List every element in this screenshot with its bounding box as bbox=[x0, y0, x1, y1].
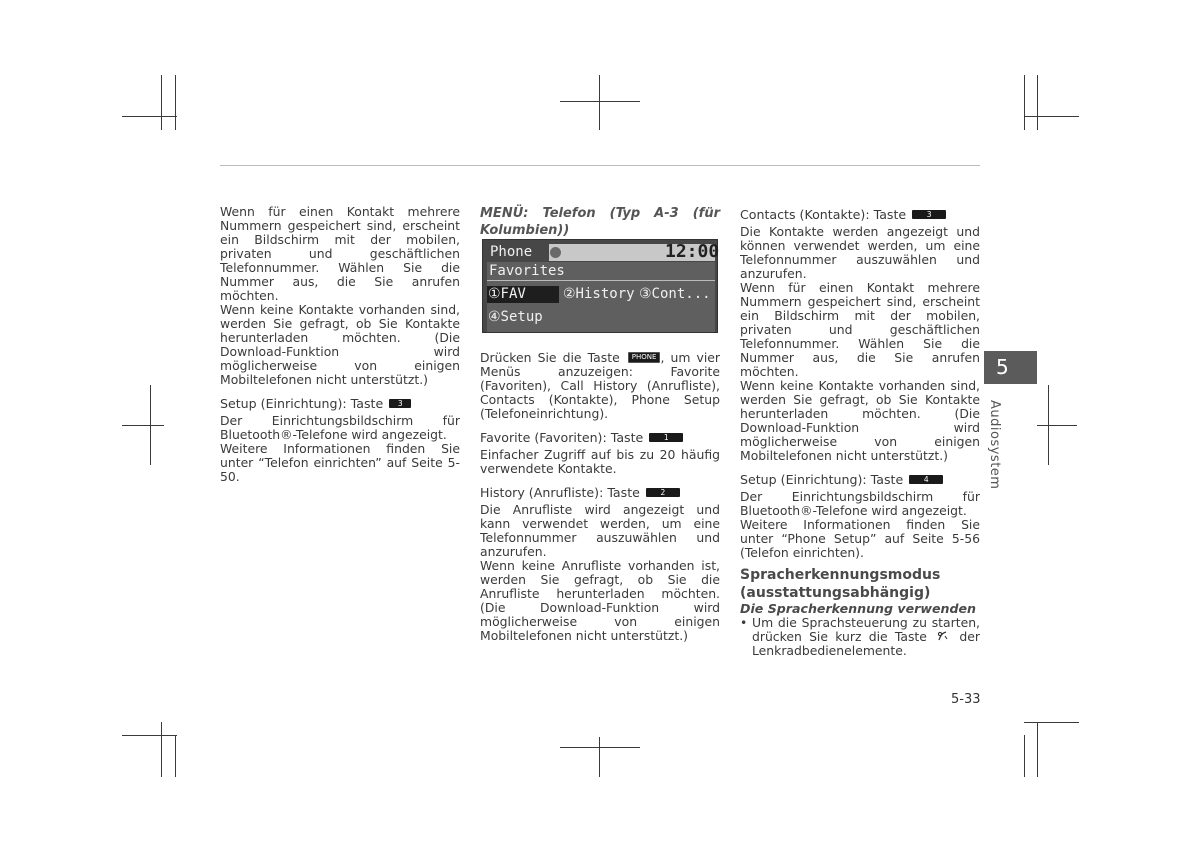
paragraph: Die Kontakte werden angezeigt und können verwendet werden, um eine Telefonnummer auszuwählen und anzurufen. bbox=[740, 224, 980, 281]
column-middle bbox=[480, 205, 720, 643]
setup-heading: Setup (Einrichtung): Taste 3 bbox=[220, 397, 460, 411]
paragraph: Der Einrichtungsbildschirm für Bluetooth®-Telefone wird angezeigt. bbox=[740, 489, 980, 518]
crop-mark bbox=[1024, 75, 1025, 130]
screen-option-history: ②History bbox=[563, 286, 635, 302]
paragraph: Wenn keine Kontakte vorhanden sind, werden Sie gefragt, ob Sie Kontakte herunterladen möchten. (Die Download-Funktion wird möglicherweise von einigen Mobiltelefonen nicht unterstützt.) bbox=[740, 378, 980, 463]
crop-mark bbox=[560, 101, 640, 102]
paragraph: Die Anrufliste wird angezeigt und kann verwendet werden, um eine Telefonnummer auszuwählen und anzurufen. bbox=[480, 502, 720, 559]
key-3-icon: 3 bbox=[389, 399, 411, 408]
crop-mark bbox=[1024, 722, 1079, 723]
paragraph: Wenn für einen Kontakt mehrere Nummern gespeichert sind, erscheint ein Bildschirm mit der mobilen, privaten und geschäftlichen Telefonnummer. Wählen Sie die Nummer aus, die Sie anrufen möchten. bbox=[740, 280, 980, 379]
page-number: 5-33 bbox=[951, 692, 981, 707]
screen-option-setup: ④Setup bbox=[488, 309, 543, 325]
crop-mark bbox=[599, 737, 600, 777]
chapter-label: Audiosystem bbox=[987, 400, 1002, 490]
subsection-title: Die Spracherkennung verwenden bbox=[740, 601, 977, 616]
key-2-icon: 2 bbox=[646, 488, 680, 497]
screen-time: 12:00 bbox=[665, 241, 720, 262]
paragraph: Weitere Informationen finden Sie unter “Telefon einrichten” auf Seite 5-50. bbox=[220, 441, 460, 484]
crop-mark bbox=[122, 735, 177, 736]
crop-mark bbox=[1037, 425, 1077, 426]
crop-mark bbox=[175, 75, 176, 130]
paragraph: Drücken Sie die Taste PHONE , um vier Menüs anzuzeigen: Favorite (Favoriten), Call History (Anrufliste), Contacts (Kontakte), Phone Setup (Telefoneinrichtung). bbox=[480, 350, 720, 421]
column-right bbox=[740, 208, 980, 658]
key-1-icon: 1 bbox=[649, 433, 683, 442]
screen-option-contacts: ③Cont... bbox=[639, 286, 711, 302]
bluetooth-icon bbox=[550, 247, 561, 258]
favorite-heading: Favorite (Favoriten): Taste 1 bbox=[480, 431, 720, 445]
setup-heading: Setup (Einrichtung): Taste 4 bbox=[740, 473, 980, 487]
screen-option-fav: ①FAV bbox=[488, 286, 526, 302]
paragraph: Wenn keine Kontakte vorhanden sind, werden Sie gefragt, ob Sie Kontakte herunterladen möchten. (Die Download-Funktion wird möglicherweise von einigen Mobiltelefonen nicht unterstützt.) bbox=[220, 302, 460, 387]
section-title: Spracherkennungsmodus (ausstattungsabhängig) bbox=[740, 567, 941, 601]
phone-screen-image bbox=[482, 239, 718, 333]
paragraph: Weitere Informationen finden Sie unter “Phone Setup” auf Seite 5-56 (Telefon einrichten). bbox=[740, 517, 980, 560]
menu-title: MENÜ: Telefon (Typ A-3 (für Kolumbien)) bbox=[480, 206, 720, 238]
crop-mark bbox=[1037, 722, 1038, 777]
crop-mark bbox=[122, 116, 177, 117]
paragraph: Wenn für einen Kontakt mehrere Nummern gespeichert sind, erscheint ein Bildschirm mit der mobilen, privaten und geschäftlichen Telefonnummer. Wählen Sie die Nummer aus, die Sie anrufen möchten. bbox=[220, 204, 460, 303]
key-4-icon: 4 bbox=[909, 475, 943, 484]
crop-mark bbox=[599, 75, 600, 130]
history-heading: History (Anrufliste): Taste 2 bbox=[480, 486, 720, 500]
paragraph: Der Einrichtungsbildschirm für Bluetooth®-Telefone wird angezeigt. bbox=[220, 413, 460, 442]
key-3-icon: 3 bbox=[912, 210, 946, 219]
crop-mark bbox=[161, 75, 162, 130]
crop-mark bbox=[161, 722, 162, 777]
bullet-item: • Um die Sprachsteuerung zu starten, drücken Sie kurz die Taste der Lenkradbedienelemente. bbox=[740, 615, 980, 658]
contacts-heading: Contacts (Kontakte): Taste 3 bbox=[740, 208, 980, 222]
header-rule bbox=[220, 165, 980, 166]
screen-favorites: Favorites bbox=[489, 263, 565, 279]
paragraph: Einfacher Zugriff auf bis zu 20 häufig verwendete Kontakte. bbox=[480, 447, 720, 476]
column-left bbox=[220, 205, 460, 484]
crop-mark bbox=[1024, 116, 1079, 117]
crop-mark bbox=[1037, 75, 1038, 130]
voice-recognition-icon bbox=[937, 630, 949, 642]
bullet-dot: • bbox=[740, 615, 748, 630]
screen-phone-label: Phone bbox=[490, 244, 533, 260]
crop-mark bbox=[560, 747, 640, 748]
crop-mark bbox=[122, 425, 164, 426]
chapter-tab: 5 bbox=[984, 351, 1037, 384]
paragraph: Wenn keine Anrufliste vorhanden ist, werden Sie gefragt, ob Sie die Anrufliste herunterladen möchten. (Die Download-Funktion wird möglicherweise von einigen Mobiltelefonen nicht unterstützt.) bbox=[480, 558, 720, 643]
phone-key-icon: PHONE bbox=[628, 352, 661, 363]
crop-mark bbox=[1024, 735, 1025, 777]
crop-mark bbox=[175, 735, 176, 777]
